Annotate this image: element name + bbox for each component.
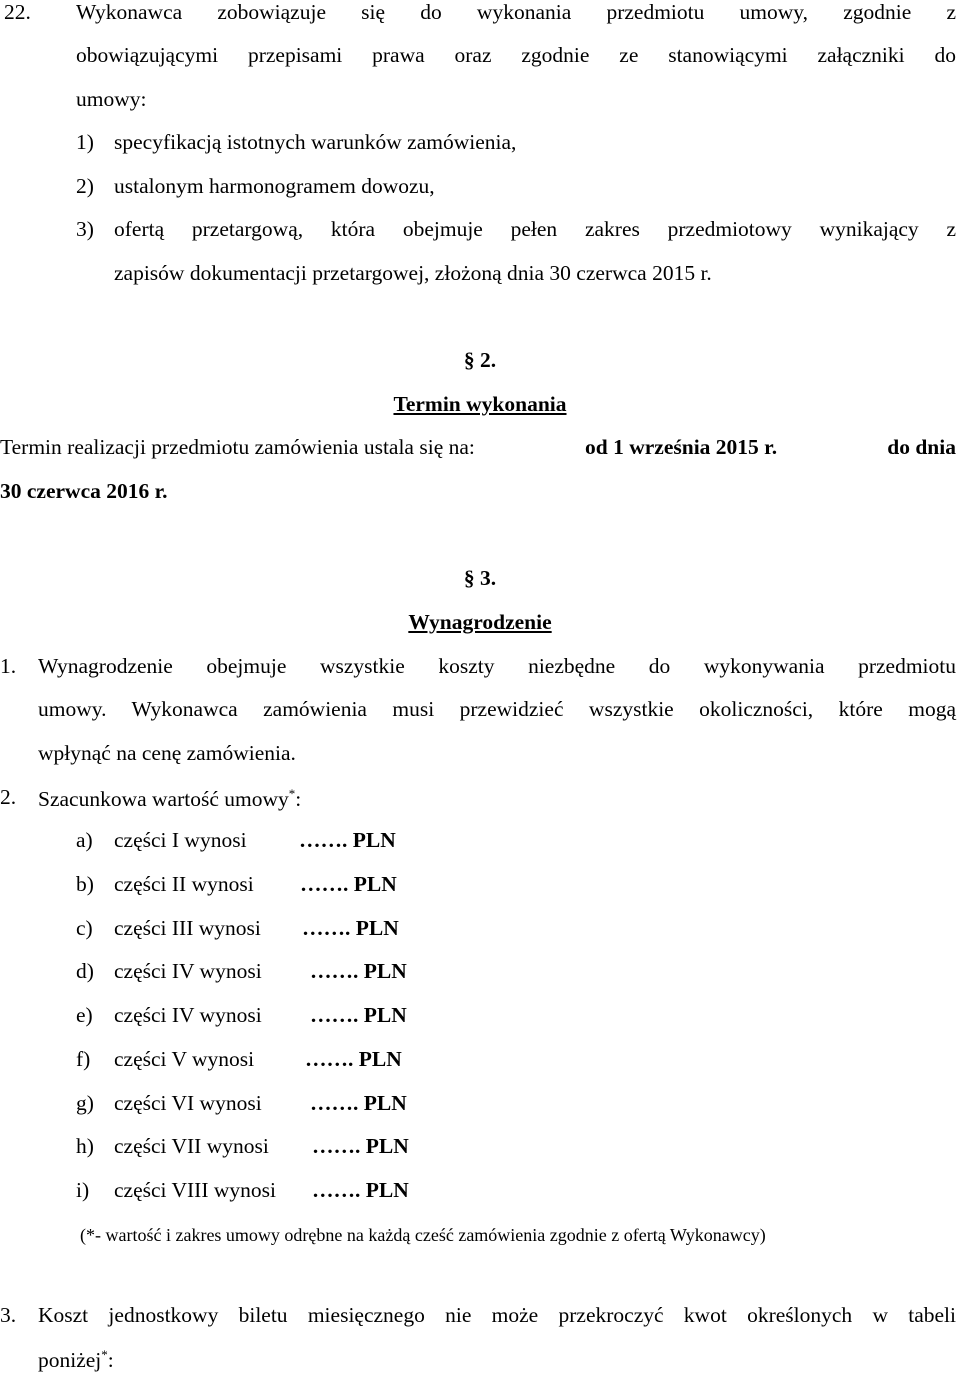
list-item (76, 1049, 402, 1071)
paragraph-22-line3: umowy: (76, 87, 147, 111)
list-item-text: ofertą przetargową, która obejmuje pełen zakres przedmiotowy wynikający z (114, 217, 956, 241)
list-item (76, 1180, 409, 1202)
footnote-marker: * (101, 1347, 108, 1362)
list-item-number: 1) (76, 130, 94, 154)
value-placeholder: ……. PLN (310, 1091, 407, 1115)
footnote-marker: * (288, 786, 296, 801)
point-1-line2: umowy. Wykonawca zamówienia musi przewidzieć wszystkie okoliczności, które mogą (38, 697, 956, 721)
term-end-date: 30 czerwca 2016 r. (0, 479, 168, 503)
list-item-text: ustalonym harmonogramem dowozu, (114, 174, 435, 198)
point-number: 2. (0, 785, 17, 809)
list-item (76, 961, 407, 983)
list-item-text: części II wynosi (114, 872, 254, 896)
list-item (76, 1093, 407, 1115)
section-title: Wynagrodzenie (408, 610, 552, 634)
value-placeholder: ……. PLN (305, 1047, 402, 1071)
value-placeholder: ……. PLN (310, 1003, 407, 1027)
term-to-label: do dnia (887, 435, 956, 459)
point-2-text (38, 787, 301, 811)
value-placeholder: ……. PLN (312, 1134, 409, 1158)
list-item-text: części VI wynosi (114, 1091, 262, 1115)
value-placeholder: ……. PLN (299, 828, 396, 852)
point-3-line1: Koszt jednostkowy biletu miesięcznego nie może przekroczyć kwot określonych w tabeli (38, 1303, 956, 1327)
list-item-letter: b) (76, 872, 94, 896)
point-number: 1. (0, 654, 17, 678)
value-placeholder: ……. PLN (310, 959, 407, 983)
section-title: Termin wykonania (393, 392, 567, 416)
list-item-text: części VIII wynosi (114, 1178, 276, 1202)
list-item-text: części I wynosi (114, 828, 247, 852)
list-item-number: 3) (76, 217, 94, 241)
list-item-letter: a) (76, 828, 93, 852)
list-item-continuation: zapisów dokumentacji przetargowej, złożoną dnia 30 czerwca 2015 r. (114, 261, 712, 285)
term-start-date: od 1 września 2015 r. (585, 435, 778, 459)
list-item-number: 2) (76, 174, 94, 198)
list-item-letter: c) (76, 916, 93, 940)
list-item (76, 130, 517, 154)
colon: : (295, 787, 302, 812)
term-text: Termin realizacji przedmiotu zamówienia ustala się na: (0, 435, 475, 459)
point-1-line1: Wynagrodzenie obejmuje wszystkie koszty niezbędne do wykonywania przedmiotu (38, 654, 956, 678)
list-item-letter: g) (76, 1091, 94, 1115)
list-item-text: części IV wynosi (114, 959, 262, 983)
list-item-letter: d) (76, 959, 94, 983)
list-item (76, 1005, 407, 1027)
list-item (76, 918, 399, 940)
section-number: § 3. (463, 566, 497, 590)
section-number: § 2. (463, 348, 497, 372)
value-placeholder: ……. PLN (300, 872, 397, 896)
list-item (76, 874, 397, 896)
list-item-letter: h) (76, 1134, 94, 1158)
point-1-line3: wpłynąć na cenę zamówienia. (38, 741, 296, 765)
footnote: (*- wartość i zakres umowy odrębne na każdą cześć zamówienia zgodnie z ofertą Wykonawcy) (80, 1225, 766, 1245)
value-placeholder: ……. PLN (302, 916, 399, 940)
list-item-text: części III wynosi (114, 916, 261, 940)
colon: : (107, 1348, 114, 1373)
point-3-line2 (38, 1348, 114, 1372)
list-item-text: specyfikacją istotnych warunków zamówienia, (114, 130, 517, 154)
list-item-letter: f) (76, 1047, 91, 1071)
list-item-text: części VII wynosi (114, 1134, 269, 1158)
point-3-text: poniżej (38, 1348, 102, 1373)
list-item-text: części IV wynosi (114, 1003, 262, 1027)
list-item-letter: e) (76, 1003, 93, 1027)
paragraph-number: 22. (4, 0, 31, 24)
list-item (76, 174, 435, 198)
value-placeholder: ……. PLN (312, 1178, 409, 1202)
term-line (0, 437, 956, 459)
paragraph-22-line2: obowiązującymi przepisami prawa oraz zgodnie ze stanowiącymi załączniki do (76, 43, 956, 67)
point-number: 3. (0, 1303, 17, 1327)
list-item (76, 1136, 409, 1158)
list-item-text: części V wynosi (114, 1047, 255, 1071)
point-2-label: Szacunkowa wartość umowy (38, 787, 289, 812)
paragraph-22-line1: Wykonawca zobowiązuje się do wykonania przedmiotu umowy, zgodnie z (76, 0, 956, 24)
list-item (76, 830, 396, 852)
list-item-letter: i) (76, 1178, 90, 1202)
